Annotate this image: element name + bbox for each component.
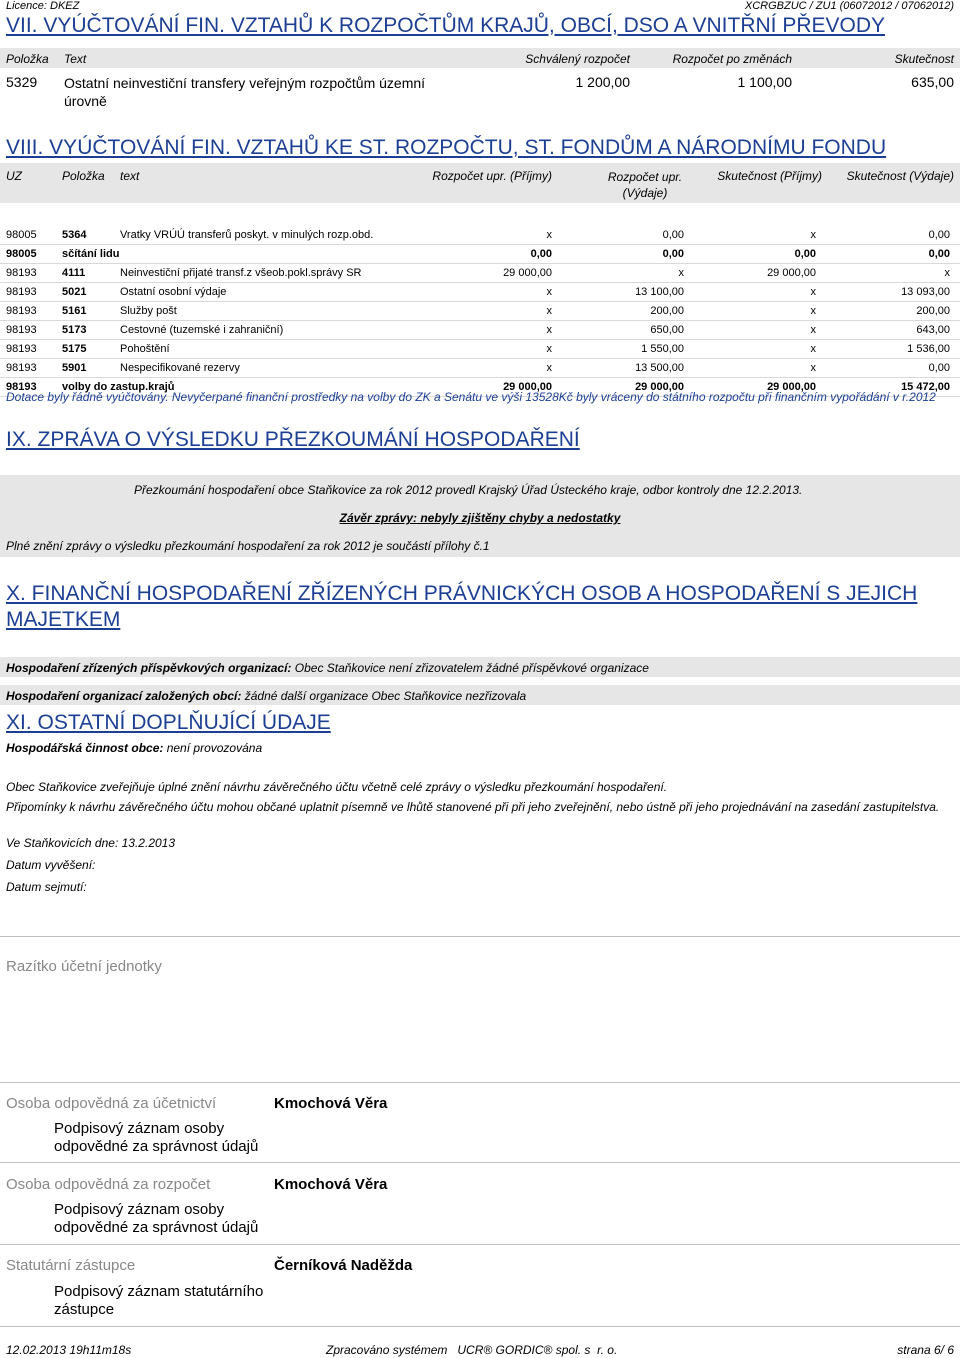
row-uz: 98005 — [6, 229, 37, 241]
row-skutecnost-vydaje: 15 472,00 — [901, 381, 950, 393]
representative-signature-note: Podpisový záznam statutárního zástupce — [54, 1283, 264, 1318]
removed-date: Datum sejmutí: — [6, 880, 87, 894]
section-9-title: IX. ZPRÁVA O VÝSLEDKU PŘEZKOUMÁNÍ HOSPODAŘENÍ — [6, 428, 580, 451]
row-rozpocet-vydaje: 13 100,00 — [635, 286, 684, 298]
footer — [0, 1343, 960, 1357]
col-skutecnost-prijmy: Skutečnost (Příjmy) — [717, 169, 822, 183]
organizations-label: Hospodaření zřízených příspěvkových organizací: — [6, 661, 292, 675]
row-rozpocet-prijmy: x — [546, 343, 552, 355]
row-rozpocet-vydaje: 29 000,00 — [635, 381, 684, 393]
row-polozka: 5364 — [62, 229, 87, 241]
row-rozpocet-vydaje: 650,00 — [650, 324, 684, 336]
representative-label: Statutární zástupce — [6, 1257, 136, 1274]
row-skutecnost-vydaje: 0,00 — [928, 248, 950, 260]
row-rozpocet-prijmy: 29 000,00 — [503, 381, 552, 393]
row-schvaleny: 1 200,00 — [575, 74, 630, 90]
divider — [0, 1326, 960, 1327]
founded-orgs-line — [6, 689, 526, 703]
footer-system: Zpracováno systémem UCR® GORDIC® spol. s r. o. — [326, 1343, 618, 1357]
divider — [0, 1082, 960, 1083]
organizations-band — [0, 657, 960, 677]
col-po-zmenach: Rozpočet po změnách — [672, 52, 792, 66]
footer-page: strana 6/ 6 — [897, 1343, 954, 1357]
row-text: Cestovné (tuzemské i zahraniční) — [120, 324, 284, 336]
row-rozpocet-prijmy: 29 000,00 — [503, 267, 552, 279]
accountant-name: Kmochová Věra — [274, 1095, 388, 1112]
table-row — [0, 321, 960, 340]
row-po-zmenach: 1 100,00 — [737, 74, 792, 90]
section-7-row — [0, 70, 960, 110]
posted-date: Datum vyvěšení: — [6, 858, 96, 872]
col-polozka: Položka — [62, 169, 105, 183]
section-9-box — [0, 475, 960, 557]
review-conclusion: Závěr zprávy: nebyly zjištěny chyby a nedostatky — [339, 511, 621, 525]
col-text: Text — [64, 52, 87, 66]
table-row — [0, 359, 960, 378]
row-skutecnost-prijmy: x — [810, 343, 816, 355]
section-8-table-header — [0, 163, 960, 203]
row-uz: 98193 — [6, 343, 37, 355]
publication-paragraph: Obec Staňkovice zveřejňuje úplné znění návrhu závěrečného účtu včetně celé zprávy o výsledku přezkoumání hospodaření. — [6, 780, 668, 794]
activity-label: Hospodářská činnost obce: — [6, 741, 164, 755]
row-uz: 98193 — [6, 362, 37, 374]
row-skutecnost-prijmy: x — [810, 324, 816, 336]
founded-orgs-text: žádné další organizace Obec Staňkovice nezřizovala — [241, 689, 527, 703]
row-polozka: 5175 — [62, 343, 87, 355]
row-text: Pohoštění — [120, 343, 170, 355]
row-polozka: sčítání lidu — [62, 248, 120, 260]
col-rozpocet-prijmy: Rozpočet upr. (Příjmy) — [432, 169, 552, 183]
divider — [0, 1244, 960, 1245]
review-attachment: Plné znění zprávy o výsledku přezkoumání hospodaření za rok 2012 je součástí přílohy č.1 — [6, 539, 490, 553]
col-uz: UZ — [6, 169, 22, 183]
row-skutecnost-prijmy: 0,00 — [794, 248, 816, 260]
table-row — [0, 283, 960, 302]
row-rozpocet-vydaje: 200,00 — [650, 305, 684, 317]
section-8-title: VIII. VYÚČTOVÁNÍ FIN. VZTAHŮ KE ST. ROZPOČTU, ST. FONDŮM A NÁRODNÍMU FONDU — [6, 136, 887, 159]
row-skutecnost-vydaje: 643,00 — [916, 324, 950, 336]
representative-name: Černíková Naděžda — [274, 1257, 413, 1274]
row-rozpocet-vydaje: 1 550,00 — [641, 343, 684, 355]
row-text: Služby pošt — [120, 305, 177, 317]
row-uz: 98005 — [6, 248, 37, 260]
row-skutecnost: 635,00 — [911, 74, 954, 90]
section-8-note: Dotace byly řádně vyúčtovány. Nevyčerpané finanční prostředky na volby do ZK a Senátu ve výši 13528Kč byly vráceny do státního rozpočtu při finančním vypořádání v r.2012 — [6, 390, 936, 404]
row-uz: 98193 — [6, 324, 37, 336]
row-rozpocet-vydaje: x — [678, 267, 684, 279]
row-skutecnost-vydaje: 1 536,00 — [907, 343, 950, 355]
top-bar — [0, 0, 960, 12]
col-skutecnost: Skutečnost — [894, 52, 954, 66]
row-text: Ostatní osobní výdaje — [120, 286, 227, 298]
row-text: Neinvestiční přijaté transf.z všeob.pokl.správy SR — [120, 267, 362, 279]
row-rozpocet-prijmy: x — [546, 324, 552, 336]
row-text: Ostatní neinvestiční transfery veřejným rozpočtům územní úrovně — [64, 75, 426, 109]
table-row — [0, 340, 960, 359]
date-line: Ve Staňkovicích dne: 13.2.2013 — [6, 836, 176, 850]
comments-paragraph: Připomínky k návrhu závěrečného účtu mohou občané uplatnit písemně ve lhůtě stanovené při při jeho zveřejnění, nebo ústně při jeho projednávání na zasedání zastupitelstva. — [6, 800, 940, 814]
review-line: Přezkoumání hospodaření obce Staňkovice za rok 2012 provedl Krajský Úřad Ústeckého kraje, odbor kontroly dne 12.2.2013. — [134, 483, 803, 497]
row-skutecnost-vydaje: 0,00 — [928, 229, 950, 241]
row-rozpocet-prijmy: x — [546, 229, 552, 241]
table-row — [0, 264, 960, 283]
footer-datetime: 12.02.2013 19h11m18s — [6, 1343, 132, 1357]
row-skutecnost-prijmy: 29 000,00 — [767, 381, 816, 393]
row-uz: 98193 — [6, 381, 37, 393]
document-code: XCRGBZUC / ZU1 (06072012 / 07062012) — [744, 0, 954, 12]
founded-orgs-band — [0, 685, 960, 705]
row-uz: 98193 — [6, 267, 37, 279]
row-skutecnost-prijmy: x — [810, 286, 816, 298]
col-polozka: Položka — [6, 52, 49, 66]
row-rozpocet-prijmy: x — [546, 362, 552, 374]
stamp-label: Razítko účetní jednotky — [6, 958, 162, 975]
organizations-text: Obec Staňkovice není zřizovatelem žádné příspěvkové organizace — [291, 661, 649, 675]
col-text: text — [120, 169, 140, 183]
row-skutecnost-vydaje: 200,00 — [916, 305, 950, 317]
row-rozpocet-vydaje: 13 500,00 — [635, 362, 684, 374]
row-skutecnost-prijmy: x — [810, 362, 816, 374]
row-rozpocet-prijmy: 0,00 — [530, 248, 552, 260]
row-polozka: volby do zastup.krajů — [62, 381, 175, 393]
row-rozpocet-vydaje: 0,00 — [662, 248, 684, 260]
row-polozka: 5901 — [62, 362, 87, 374]
row-skutecnost-prijmy: x — [810, 305, 816, 317]
budget-name: Kmochová Věra — [274, 1176, 388, 1193]
founded-orgs-label: Hospodaření organizací založených obcí: — [6, 689, 242, 703]
row-text: Nespecifikované rezervy — [120, 362, 240, 374]
row-skutecnost-prijmy: x — [810, 229, 816, 241]
row-skutecnost-vydaje: x — [944, 267, 950, 279]
row-rozpocet-prijmy: x — [546, 305, 552, 317]
row-uz: 98193 — [6, 286, 37, 298]
section-8-table-body — [0, 226, 960, 397]
row-polozka: 5021 — [62, 286, 87, 298]
col-skutecnost-vydaje: Skutečnost (Výdaje) — [846, 169, 954, 183]
row-polozka: 5329 — [6, 74, 38, 90]
divider — [0, 936, 960, 937]
table-row — [0, 226, 960, 245]
row-polozka: 5173 — [62, 324, 87, 336]
divider — [0, 1162, 960, 1163]
row-skutecnost-vydaje: 13 093,00 — [901, 286, 950, 298]
col-rozpocet-vydaje: Rozpočet upr. (Výdaje) — [607, 170, 683, 200]
activity-text: není provozována — [163, 741, 263, 755]
row-uz: 98193 — [6, 305, 37, 317]
row-skutecnost-vydaje: 0,00 — [928, 362, 950, 374]
accountant-label: Osoba odpovědná za účetnictví — [6, 1095, 217, 1112]
section-7-table-header — [0, 48, 960, 68]
section-11-title: XI. OSTATNÍ DOPLŇUJÍCÍ ÚDAJE — [6, 711, 331, 734]
row-rozpocet-vydaje: 0,00 — [662, 229, 684, 241]
license-label: Licence: DKEZ — [6, 0, 80, 12]
col-schvaleny: Schválený rozpočet — [525, 52, 630, 66]
section-10-title: X. FINANČNÍ HOSPODAŘENÍ ZŘÍZENÝCH PRÁVNICKÝCH OSOB A HOSPODAŘENÍ S JEJICH MAJETKEM — [6, 582, 918, 631]
table-row — [0, 302, 960, 321]
organizations-line — [6, 661, 649, 675]
budget-signature-note: Podpisový záznam osoby odpovědné za správnost údajů — [54, 1201, 259, 1236]
budget-label: Osoba odpovědná za rozpočet — [6, 1176, 211, 1193]
row-text: Vratky VRÚÚ transferů poskyt. v minulých rozp.obd. — [120, 229, 374, 241]
accountant-signature-note: Podpisový záznam osoby odpovědné za správnost údajů — [54, 1120, 259, 1155]
row-polozka: 4111 — [62, 267, 86, 279]
row-rozpocet-prijmy: x — [546, 286, 552, 298]
table-row — [0, 245, 960, 264]
row-skutecnost-prijmy: 29 000,00 — [767, 267, 816, 279]
row-polozka: 5161 — [62, 305, 87, 317]
activity-line — [6, 740, 946, 756]
section-7-title: VII. VYÚČTOVÁNÍ FIN. VZTAHŮ K ROZPOČTŮM KRAJŮ, OBCÍ, DSO A VNITŘNÍ PŘEVODY — [6, 14, 886, 37]
